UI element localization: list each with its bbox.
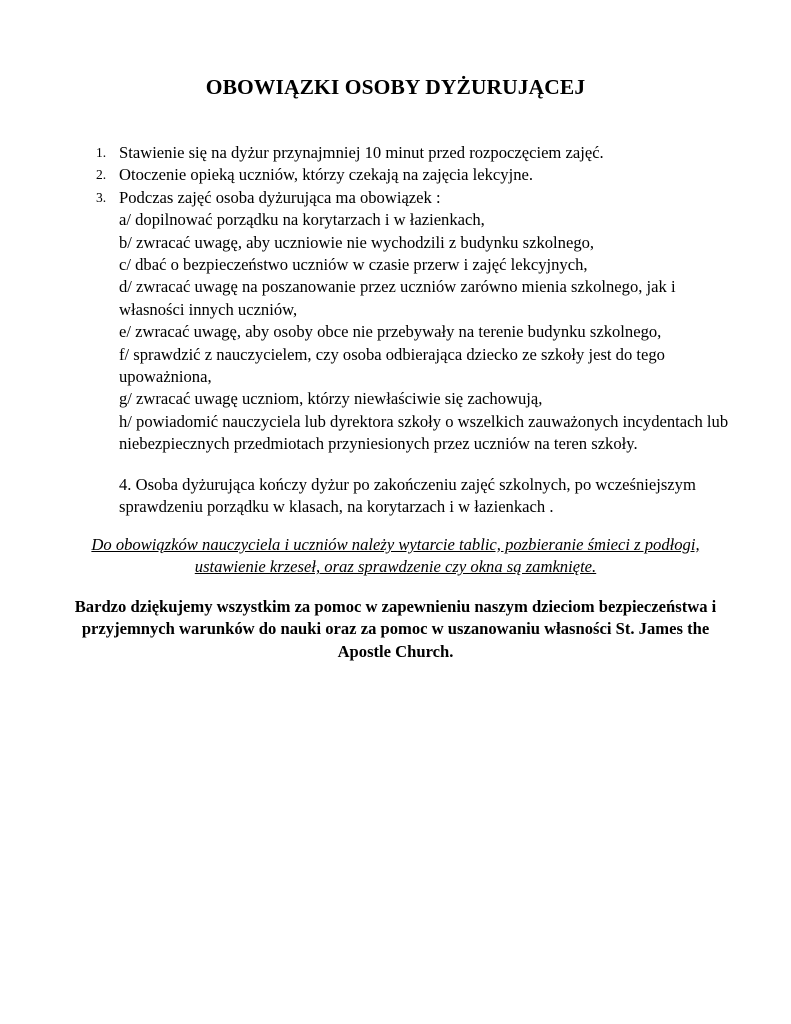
sub-item-c: c/ dbać o bezpieczeństwo uczniów w czasie przerw i zajęć lekcyjnych,: [119, 255, 588, 275]
list-item-text: Podczas zajęć osoba dyżurująca ma obowiązek :: [119, 187, 441, 207]
list-item-number: 1.: [96, 145, 107, 160]
sub-item-a: a/ dopilnować porządku na korytarzach i w łazienkach,: [119, 210, 485, 230]
list-item-text: Stawienie się na dyżur przynajmniej 10 minut przed rozpoczęciem zajęć.: [119, 143, 604, 162]
list-item-number: 2.: [96, 167, 107, 183]
list-item: [96, 142, 736, 164]
duties-list: [96, 142, 736, 456]
page-title: OBOWIĄZKI OSOBY DYŻURUJĄCEJ: [205, 75, 586, 99]
sub-item-e: e/ zwracać uwagę, aby osoby obce nie przebywały na terenie budynku szkolnego,: [119, 322, 662, 342]
underlined-note: Do obowiązków nauczyciela i uczniów należy wytarcie tablic, pozbieranie śmieci z podłogi, ustawienie krzeseł, oraz sprawdzenie czy okna są zamknięte.: [91, 535, 700, 577]
sub-item-b: b/ zwracać uwagę, aby uczniowie nie wychodzili z budynku szkolnego,: [119, 232, 595, 252]
sub-item-f: f/ sprawdzić z nauczycielem, czy osoba odbierająca dziecko ze szkoły jest do tego upoważniona,: [119, 344, 665, 387]
sub-item-d: d/ zwracać uwagę na poszanowanie przez uczniów zarówno mienia szkolnego, jak i własności innych uczniów,: [119, 277, 676, 319]
thank-you-paragraph: Bardzo dziękujemy wszystkim za pomoc w zapewnieniu naszym dzieciom bezpieczeństwa i przyjemnych warunków do nauki oraz za pomoc w uszanowaniu własności St. James the Apostle Church.: [74, 597, 717, 661]
list-item-text: Otoczenie opieką uczniów, którzy czekają na zajęcia lekcyjne.: [119, 165, 534, 185]
list-item: [96, 164, 736, 186]
list-item-number: 3.: [96, 189, 107, 205]
item-4-paragraph: 4. Osoba dyżurująca kończy dyżur po zakończeniu zajęć szkolnych, po wcześniejszym sprawdzeniu porządku w klasach, na korytarzach i w łazienkach .: [119, 475, 696, 517]
sub-item-g: g/ zwracać uwagę uczniom, którzy niewłaściwie się zachowują,: [119, 389, 543, 409]
list-item: [96, 187, 736, 456]
sub-item-h: h/ powiadomić nauczyciela lub dyrektora szkoły o wszelkich zauważonych incydentach lub niebezpiecznych przedmiotach przyniesionych przez uczniów na teren szkoły.: [119, 411, 729, 454]
